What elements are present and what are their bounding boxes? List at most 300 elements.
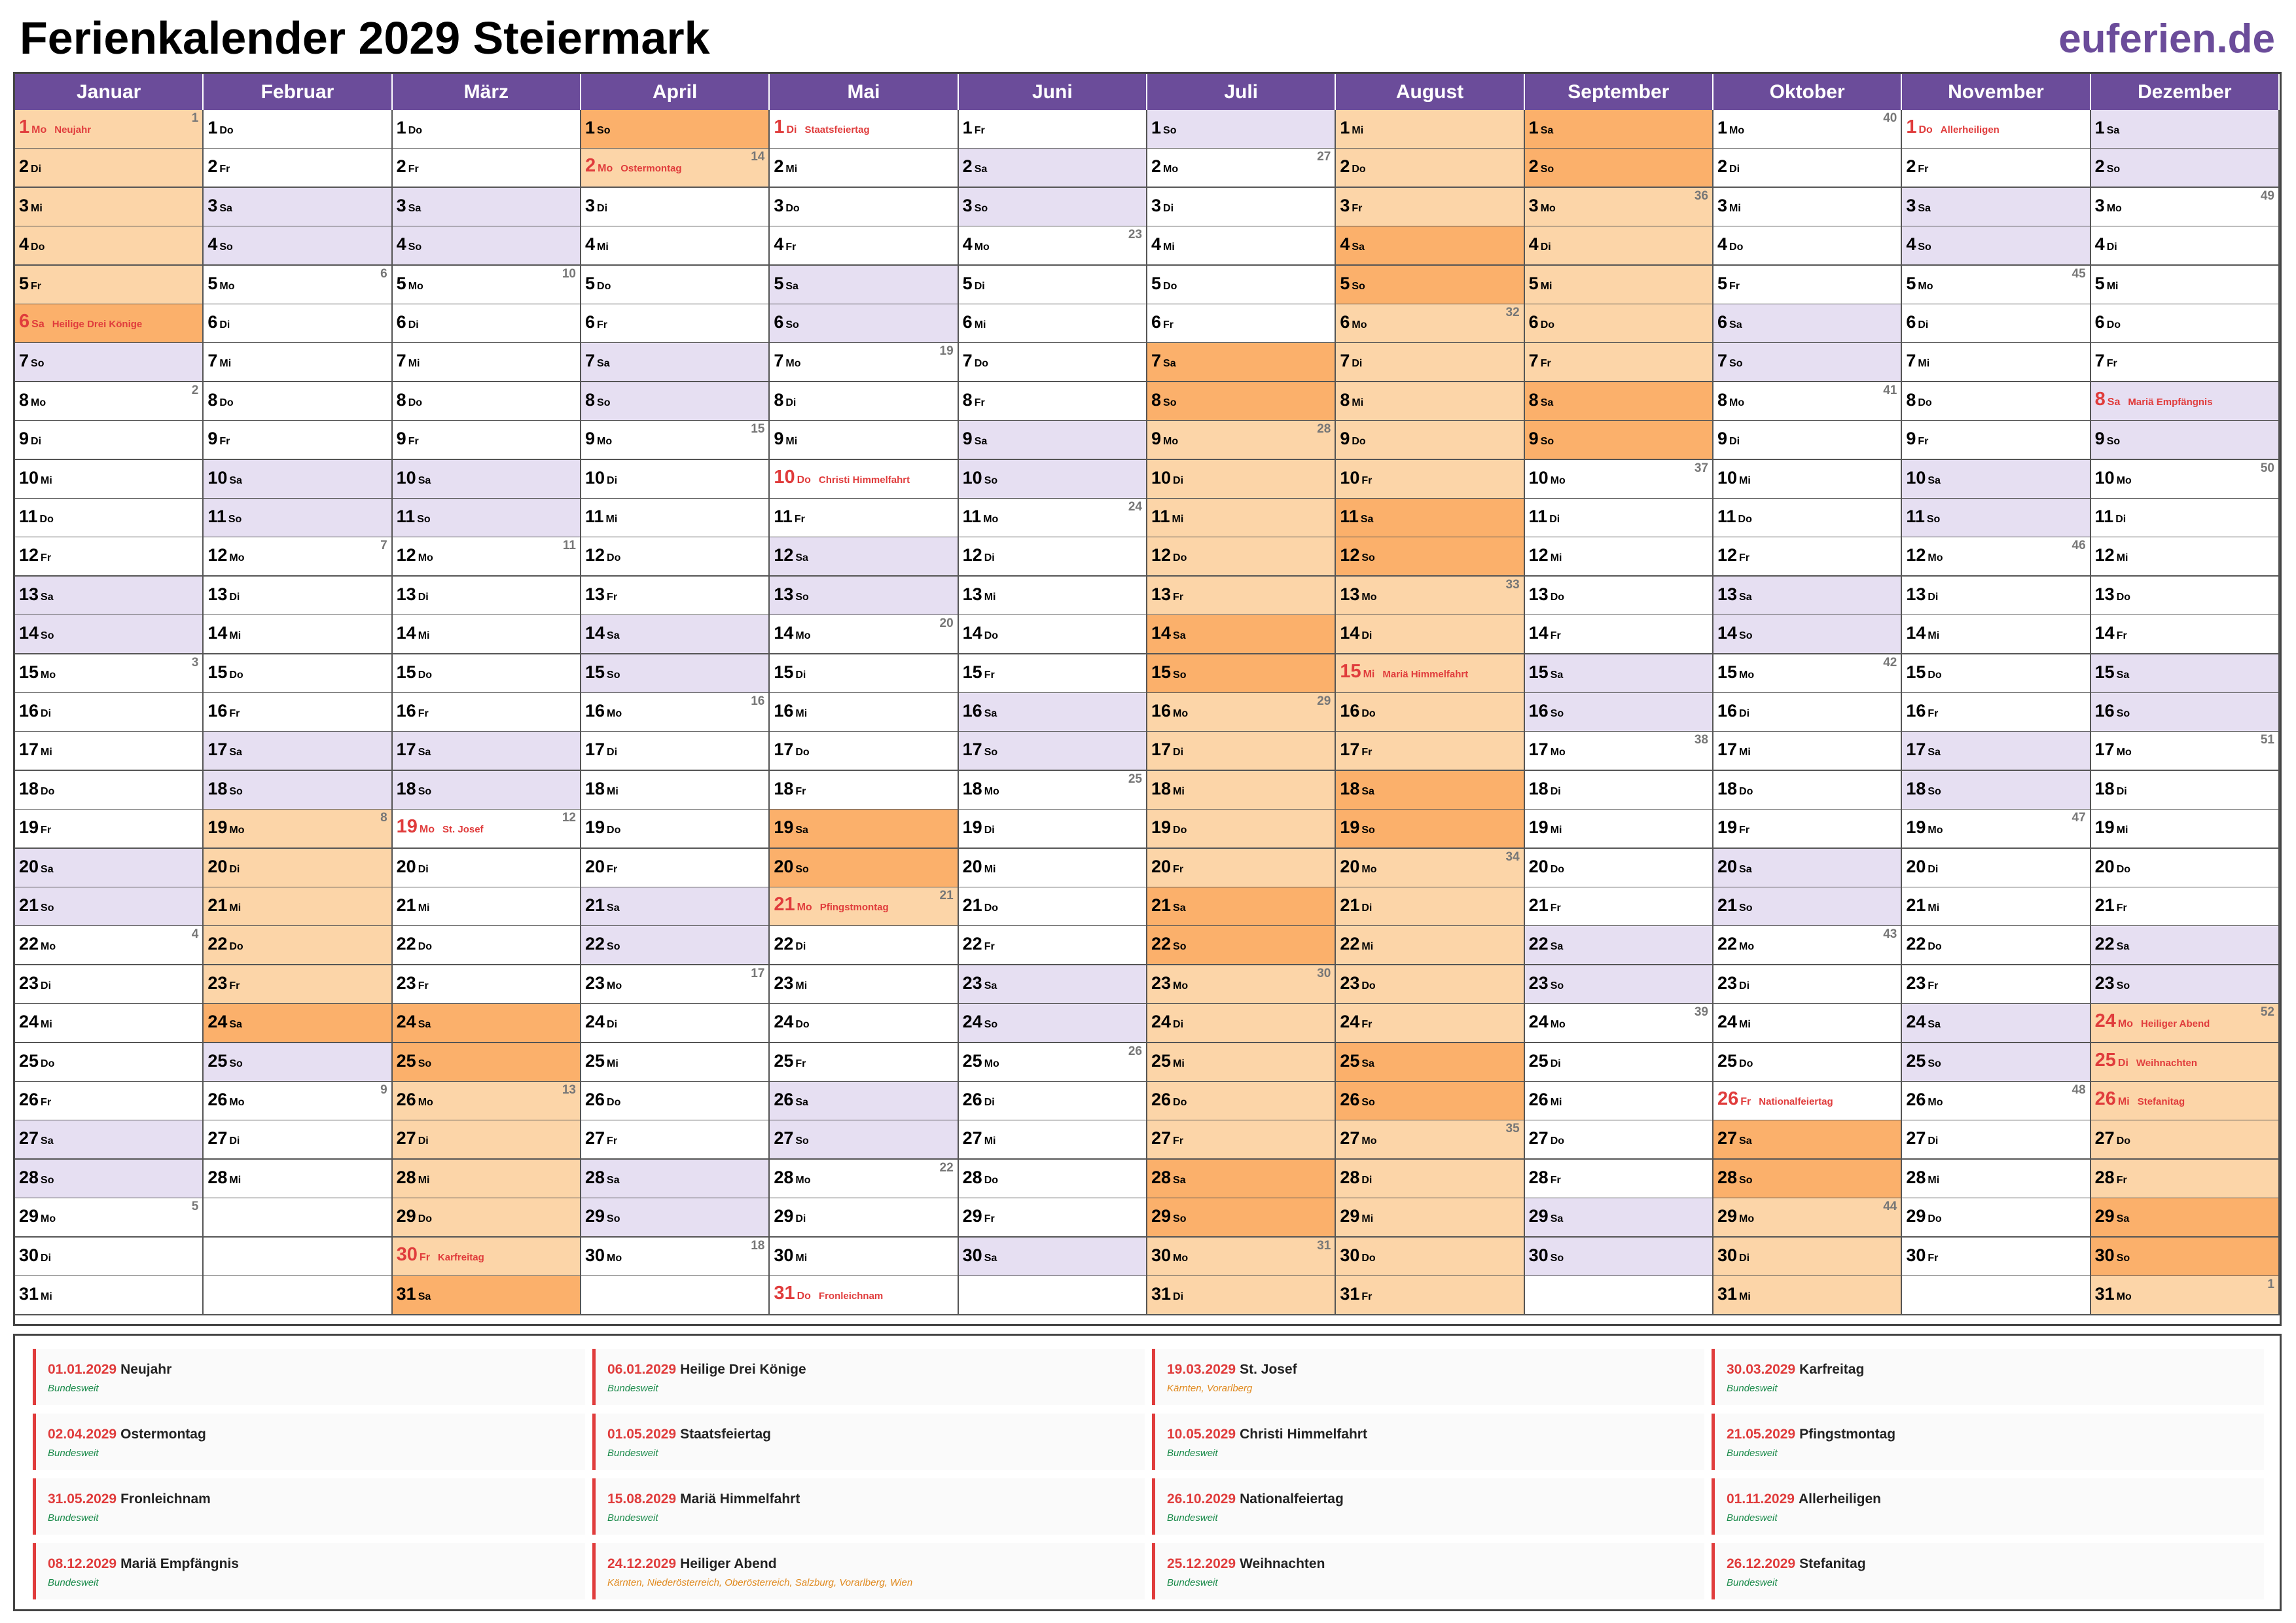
day-cell[interactable] [204,382,392,421]
site-logo[interactable]: euferien.de [2058,16,2275,62]
day-cell[interactable] [393,732,581,771]
day-cell[interactable] [581,732,770,771]
day-cell[interactable] [581,266,770,305]
day-cell[interactable] [204,771,392,810]
day-cell[interactable] [2091,226,2280,266]
day-cell[interactable] [393,693,581,732]
day-cell[interactable] [1713,693,1902,732]
day-cell[interactable] [1336,304,1524,344]
day-cell[interactable] [1147,849,1336,888]
day-cell[interactable] [1902,499,2090,538]
day-cell[interactable] [959,421,1147,460]
day-cell[interactable] [2091,577,2280,616]
day-cell[interactable] [2091,1043,2280,1082]
day-cell[interactable] [393,499,581,538]
day-cell[interactable] [1147,382,1336,421]
day-cell[interactable] [393,1198,581,1238]
day-cell[interactable] [393,1160,581,1199]
day-cell[interactable] [1336,887,1524,927]
day-cell[interactable] [2091,266,2280,305]
day-cell[interactable] [1525,810,1713,849]
day-cell[interactable] [1902,577,2090,616]
day-cell[interactable] [581,188,770,227]
day-cell[interactable] [1147,343,1336,382]
day-cell[interactable] [1713,1082,1902,1121]
day-cell[interactable] [15,499,204,538]
day-cell[interactable] [959,810,1147,849]
day-cell[interactable] [204,810,392,849]
day-cell[interactable] [1336,110,1524,149]
day-cell[interactable] [1525,849,1713,888]
day-cell[interactable] [770,537,958,577]
day-cell[interactable] [959,1082,1147,1121]
day-cell[interactable] [15,1082,204,1121]
day-cell[interactable] [204,1043,392,1082]
day-cell[interactable] [581,1198,770,1238]
day-cell[interactable] [1336,1043,1524,1082]
day-cell[interactable] [1902,421,2090,460]
day-cell[interactable] [1147,460,1336,499]
day-cell[interactable] [959,1198,1147,1238]
day-cell[interactable] [959,849,1147,888]
day-cell[interactable] [581,849,770,888]
day-cell[interactable] [770,499,958,538]
day-cell[interactable] [393,965,581,1005]
day-cell[interactable] [581,343,770,382]
day-cell[interactable] [2091,304,2280,344]
day-cell[interactable] [581,382,770,421]
day-cell[interactable] [204,615,392,654]
day-cell[interactable] [204,537,392,577]
day-cell[interactable] [1525,1198,1713,1238]
day-cell[interactable] [15,304,204,344]
day-cell[interactable] [1525,1120,1713,1160]
day-cell[interactable] [1902,1043,2090,1082]
day-cell[interactable] [2091,849,2280,888]
day-cell[interactable] [1147,1043,1336,1082]
day-cell[interactable] [1147,1198,1336,1238]
day-cell[interactable] [393,149,581,188]
day-cell[interactable] [959,1160,1147,1199]
day-cell[interactable] [581,1238,770,1277]
day-cell[interactable] [1525,1082,1713,1121]
day-cell[interactable] [15,965,204,1005]
day-cell[interactable] [959,577,1147,616]
day-cell[interactable] [1902,887,2090,927]
day-cell[interactable] [15,1043,204,1082]
day-cell[interactable] [2091,421,2280,460]
day-cell[interactable] [393,849,581,888]
day-cell[interactable] [959,382,1147,421]
day-cell[interactable] [1525,421,1713,460]
day-cell[interactable] [581,1004,770,1043]
day-cell[interactable] [1336,926,1524,965]
day-cell[interactable] [770,1120,958,1160]
day-cell[interactable] [15,1198,204,1238]
day-cell[interactable] [1713,1238,1902,1277]
day-cell[interactable] [393,577,581,616]
day-cell[interactable] [1713,149,1902,188]
day-cell[interactable] [959,771,1147,810]
day-cell[interactable] [1525,226,1713,266]
day-cell[interactable] [1902,1198,2090,1238]
day-cell[interactable] [770,1276,958,1315]
day-cell[interactable] [1525,926,1713,965]
day-cell[interactable] [2091,382,2280,421]
day-cell[interactable] [1713,1276,1902,1315]
day-cell[interactable] [1902,1238,2090,1277]
day-cell[interactable] [581,1120,770,1160]
day-cell[interactable] [959,654,1147,694]
day-cell[interactable] [1336,1160,1524,1199]
day-cell[interactable] [393,1043,581,1082]
day-cell[interactable] [1336,849,1524,888]
day-cell[interactable] [1713,615,1902,654]
day-cell[interactable] [2091,188,2280,227]
day-cell[interactable] [15,1120,204,1160]
day-cell[interactable] [1525,188,1713,227]
day-cell[interactable] [1713,460,1902,499]
day-cell[interactable] [393,1120,581,1160]
day-cell[interactable] [15,887,204,927]
day-cell[interactable] [770,849,958,888]
day-cell[interactable] [1902,110,2090,149]
day-cell[interactable] [959,343,1147,382]
day-cell[interactable] [204,732,392,771]
day-cell[interactable] [204,460,392,499]
day-cell[interactable] [393,654,581,694]
day-cell[interactable] [770,421,958,460]
day-cell[interactable] [204,577,392,616]
day-cell[interactable] [2091,149,2280,188]
day-cell[interactable] [1336,965,1524,1005]
day-cell[interactable] [204,188,392,227]
day-cell[interactable] [770,1004,958,1043]
day-cell[interactable] [1713,382,1902,421]
day-cell[interactable] [581,577,770,616]
day-cell[interactable] [393,226,581,266]
day-cell[interactable] [393,615,581,654]
day-cell[interactable] [204,1082,392,1121]
day-cell[interactable] [770,382,958,421]
day-cell[interactable] [581,110,770,149]
day-cell[interactable] [959,887,1147,927]
day-cell[interactable] [1336,1276,1524,1315]
day-cell[interactable] [2091,732,2280,771]
day-cell[interactable] [770,1238,958,1277]
day-cell[interactable] [2091,887,2280,927]
day-cell[interactable] [1336,693,1524,732]
day-cell[interactable] [15,926,204,965]
day-cell[interactable] [1713,421,1902,460]
day-cell[interactable] [1902,654,2090,694]
day-cell[interactable] [393,304,581,344]
day-cell[interactable] [1525,887,1713,927]
day-cell[interactable] [959,1043,1147,1082]
day-cell[interactable] [1713,343,1902,382]
day-cell[interactable] [204,266,392,305]
day-cell[interactable] [1147,499,1336,538]
day-cell[interactable] [1336,1198,1524,1238]
day-cell[interactable] [1336,226,1524,266]
day-cell[interactable] [1713,188,1902,227]
day-cell[interactable] [1902,188,2090,227]
day-cell[interactable] [393,810,581,849]
day-cell[interactable] [1525,537,1713,577]
day-cell[interactable] [581,965,770,1005]
day-cell[interactable] [1147,732,1336,771]
day-cell[interactable] [393,926,581,965]
day-cell[interactable] [959,615,1147,654]
day-cell[interactable] [581,304,770,344]
day-cell[interactable] [1713,771,1902,810]
day-cell[interactable] [1713,732,1902,771]
day-cell[interactable] [770,226,958,266]
day-cell[interactable] [581,1082,770,1121]
day-cell[interactable] [959,732,1147,771]
day-cell[interactable] [581,226,770,266]
day-cell[interactable] [1336,266,1524,305]
day-cell[interactable] [1147,266,1336,305]
day-cell[interactable] [204,693,392,732]
day-cell[interactable] [1336,537,1524,577]
day-cell[interactable] [1525,1004,1713,1043]
day-cell[interactable] [1525,965,1713,1005]
day-cell[interactable] [393,1238,581,1277]
day-cell[interactable] [1713,1043,1902,1082]
day-cell[interactable] [204,849,392,888]
day-cell[interactable] [770,810,958,849]
day-cell[interactable] [15,732,204,771]
day-cell[interactable] [1713,226,1902,266]
day-cell[interactable] [770,343,958,382]
day-cell[interactable] [1147,654,1336,694]
day-cell[interactable] [1902,732,2090,771]
day-cell[interactable] [15,615,204,654]
day-cell[interactable] [1902,1004,2090,1043]
day-cell[interactable] [1902,266,2090,305]
day-cell[interactable] [1336,343,1524,382]
day-cell[interactable] [770,304,958,344]
day-cell[interactable] [2091,926,2280,965]
day-cell[interactable] [2091,110,2280,149]
day-cell[interactable] [770,266,958,305]
day-cell[interactable] [770,771,958,810]
day-cell[interactable] [1525,615,1713,654]
day-cell[interactable] [1902,810,2090,849]
day-cell[interactable] [1147,1160,1336,1199]
day-cell[interactable] [770,965,958,1005]
day-cell[interactable] [1902,226,2090,266]
day-cell[interactable] [2091,499,2280,538]
day-cell[interactable] [2091,1160,2280,1199]
day-cell[interactable] [959,965,1147,1005]
day-cell[interactable] [204,926,392,965]
day-cell[interactable] [1336,1082,1524,1121]
day-cell[interactable] [1902,149,2090,188]
day-cell[interactable] [959,1238,1147,1277]
day-cell[interactable] [1147,537,1336,577]
day-cell[interactable] [1336,615,1524,654]
day-cell[interactable] [770,188,958,227]
day-cell[interactable] [1713,965,1902,1005]
day-cell[interactable] [1525,1043,1713,1082]
day-cell[interactable] [1713,499,1902,538]
day-cell[interactable] [1525,343,1713,382]
day-cell[interactable] [1713,266,1902,305]
day-cell[interactable] [2091,810,2280,849]
day-cell[interactable] [959,499,1147,538]
day-cell[interactable] [770,149,958,188]
day-cell[interactable] [393,537,581,577]
day-cell[interactable] [204,1004,392,1043]
day-cell[interactable] [204,499,392,538]
day-cell[interactable] [581,771,770,810]
day-cell[interactable] [581,537,770,577]
day-cell[interactable] [1336,577,1524,616]
day-cell[interactable] [2091,615,2280,654]
day-cell[interactable] [1902,926,2090,965]
day-cell[interactable] [1147,110,1336,149]
day-cell[interactable] [1147,149,1336,188]
day-cell[interactable] [15,188,204,227]
day-cell[interactable] [1147,771,1336,810]
day-cell[interactable] [1336,149,1524,188]
day-cell[interactable] [15,343,204,382]
day-cell[interactable] [959,110,1147,149]
day-cell[interactable] [770,693,958,732]
day-cell[interactable] [204,965,392,1005]
day-cell[interactable] [1147,926,1336,965]
day-cell[interactable] [204,1120,392,1160]
day-cell[interactable] [2091,343,2280,382]
day-cell[interactable] [1147,1004,1336,1043]
day-cell[interactable] [1147,577,1336,616]
day-cell[interactable] [393,1276,581,1315]
day-cell[interactable] [1902,1082,2090,1121]
day-cell[interactable] [770,732,958,771]
day-cell[interactable] [393,1082,581,1121]
day-cell[interactable] [959,188,1147,227]
day-cell[interactable] [1147,887,1336,927]
day-cell[interactable] [2091,693,2280,732]
day-cell[interactable] [1713,810,1902,849]
day-cell[interactable] [393,343,581,382]
day-cell[interactable] [1902,693,2090,732]
day-cell[interactable] [1902,965,2090,1005]
day-cell[interactable] [770,654,958,694]
day-cell[interactable] [204,1160,392,1199]
day-cell[interactable] [15,577,204,616]
day-cell[interactable] [770,1160,958,1199]
day-cell[interactable] [1147,965,1336,1005]
day-cell[interactable] [1713,110,1902,149]
day-cell[interactable] [1525,693,1713,732]
day-cell[interactable] [959,226,1147,266]
day-cell[interactable] [770,615,958,654]
day-cell[interactable] [1902,1160,2090,1199]
day-cell[interactable] [1147,1238,1336,1277]
day-cell[interactable] [581,887,770,927]
day-cell[interactable] [393,421,581,460]
day-cell[interactable] [1713,577,1902,616]
day-cell[interactable] [959,693,1147,732]
day-cell[interactable] [1525,110,1713,149]
day-cell[interactable] [393,266,581,305]
day-cell[interactable] [1713,1004,1902,1043]
day-cell[interactable] [1525,732,1713,771]
day-cell[interactable] [1147,304,1336,344]
day-cell[interactable] [1336,1238,1524,1277]
day-cell[interactable] [204,149,392,188]
day-cell[interactable] [393,771,581,810]
day-cell[interactable] [204,343,392,382]
day-cell[interactable] [959,537,1147,577]
day-cell[interactable] [1147,188,1336,227]
day-cell[interactable] [1147,615,1336,654]
day-cell[interactable] [770,1082,958,1121]
day-cell[interactable] [2091,965,2280,1005]
day-cell[interactable] [15,654,204,694]
day-cell[interactable] [15,110,204,149]
day-cell[interactable] [1713,654,1902,694]
day-cell[interactable] [15,1238,204,1277]
day-cell[interactable] [15,149,204,188]
day-cell[interactable] [2091,654,2280,694]
day-cell[interactable] [393,460,581,499]
day-cell[interactable] [204,421,392,460]
day-cell[interactable] [1713,849,1902,888]
day-cell[interactable] [1336,1004,1524,1043]
day-cell[interactable] [1147,1276,1336,1315]
day-cell[interactable] [204,887,392,927]
day-cell[interactable] [770,110,958,149]
day-cell[interactable] [1147,1082,1336,1121]
day-cell[interactable] [393,188,581,227]
day-cell[interactable] [1147,226,1336,266]
day-cell[interactable] [15,1004,204,1043]
day-cell[interactable] [770,1198,958,1238]
day-cell[interactable] [2091,460,2280,499]
day-cell[interactable] [1902,304,2090,344]
day-cell[interactable] [1336,732,1524,771]
day-cell[interactable] [1147,1120,1336,1160]
day-cell[interactable] [581,460,770,499]
day-cell[interactable] [15,1160,204,1199]
day-cell[interactable] [581,693,770,732]
day-cell[interactable] [581,149,770,188]
day-cell[interactable] [581,654,770,694]
day-cell[interactable] [2091,771,2280,810]
day-cell[interactable] [1525,1238,1713,1277]
day-cell[interactable] [770,887,958,927]
day-cell[interactable] [2091,1238,2280,1277]
day-cell[interactable] [2091,1198,2280,1238]
day-cell[interactable] [959,460,1147,499]
day-cell[interactable] [581,421,770,460]
day-cell[interactable] [1336,188,1524,227]
day-cell[interactable] [770,577,958,616]
day-cell[interactable] [581,615,770,654]
day-cell[interactable] [204,226,392,266]
day-cell[interactable] [1525,149,1713,188]
day-cell[interactable] [959,266,1147,305]
day-cell[interactable] [204,110,392,149]
day-cell[interactable] [1525,654,1713,694]
day-cell[interactable] [1525,460,1713,499]
day-cell[interactable] [1902,849,2090,888]
day-cell[interactable] [393,1004,581,1043]
